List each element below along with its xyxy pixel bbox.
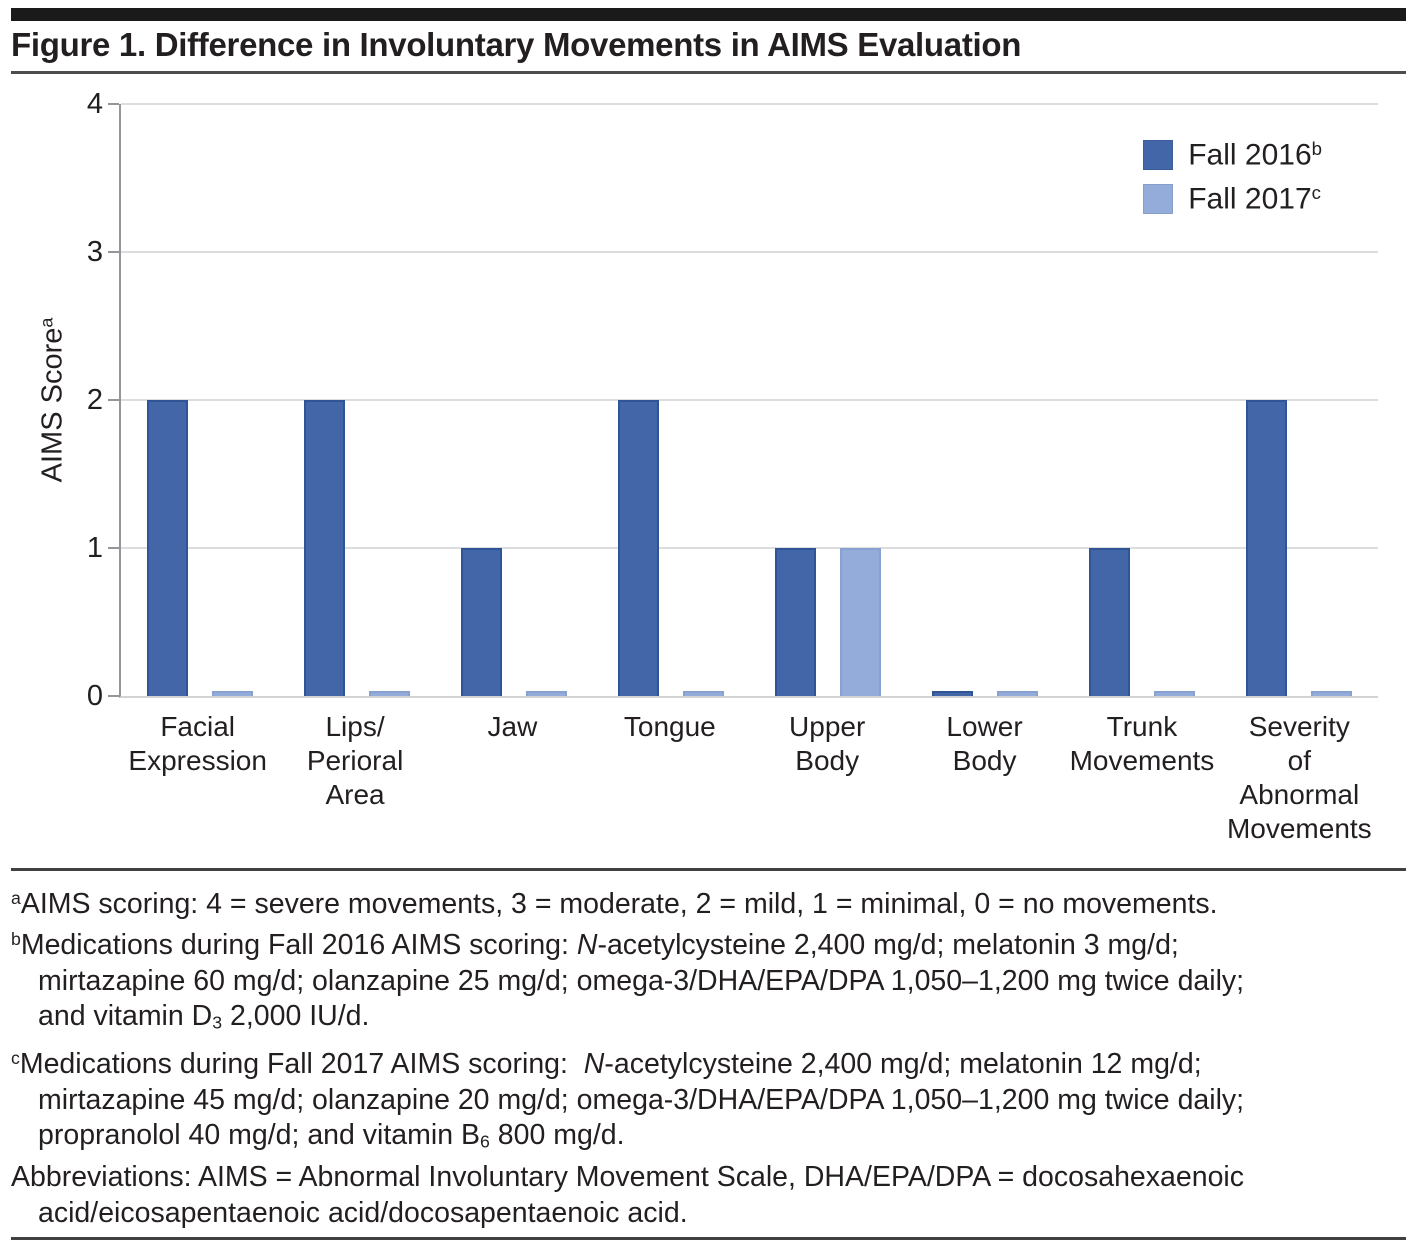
footnote-c-line-2 [11, 1083, 1406, 1119]
footnote-text: Medications during Fall 2017 AIMS scoring: [19, 1048, 584, 1081]
category-label-line: Expression [128, 745, 267, 776]
chart-area [11, 88, 1406, 846]
footnote-text: mirtazapine 60 mg/d; olanzapine 25 mg/d; omega-3/DHA/EPA/DPA 1,050–1,200 mg twice daily; [38, 964, 1245, 997]
bar-fall-2017-lower-body [997, 691, 1038, 696]
bar-fall-2017-facial-expression [212, 691, 253, 696]
y-axis-tick-label-4: 4 [86, 88, 103, 120]
footnote-c-line-3 [11, 1118, 1406, 1160]
bar-fall-2017-lips-perioral-area [369, 691, 410, 696]
category-label-line: Severity [1248, 711, 1350, 742]
figure-title: Figure 1. Difference in Involuntary Movements in AIMS Evaluation [11, 21, 1406, 74]
y-axis-tick-0 [108, 695, 119, 697]
legend-swatch-fall-2017 [1143, 184, 1173, 214]
bar-fall-2017-trunk-movements [1154, 691, 1195, 696]
footnote-text: and vitamin D [38, 1000, 213, 1033]
category-label-lower-body [906, 710, 1063, 846]
plot-area [86, 88, 1378, 712]
category-label-jaw [434, 710, 591, 846]
footnote-text: N [583, 1048, 605, 1081]
legend-label-sup-fall-2016: b [1311, 138, 1322, 159]
bar-fall-2016-trunk-movements [1089, 548, 1130, 696]
y-axis-tick-label-2: 2 [86, 384, 103, 416]
y-axis-title-sup: a [36, 317, 57, 328]
category-label-line: Facial [160, 711, 236, 742]
category-label-trunk-movements [1063, 710, 1220, 846]
bar-fall-2017-severity-of-abnormal-movements [1311, 691, 1352, 696]
category-label-upper-body [749, 710, 906, 846]
footnote-abbreviations-line-1 [11, 1160, 1406, 1196]
category-labels [119, 710, 1378, 846]
bar-fall-2016-facial-expression [147, 400, 188, 696]
footnote-text: N [576, 929, 598, 962]
footnote-c-line-1 [11, 1041, 1406, 1082]
footnote-text: Medications during Fall 2016 AIMS scoring: [20, 929, 577, 962]
category-label-line: Body [952, 745, 1017, 776]
y-axis-tick-label-3: 3 [86, 236, 103, 268]
footnote-text: acid/eicosapentaenoic acid/docosapentaenoic acid. [38, 1196, 688, 1229]
y-axis-tick-label-1: 1 [86, 532, 103, 564]
bar-group-jaw [435, 104, 592, 696]
legend-label-fall-2016: Fall 2016$^b$ [1188, 138, 1322, 172]
footnote-a-line-1 [11, 881, 1406, 922]
category-label-tongue [591, 710, 748, 846]
bar-group-lips-perioral-area [278, 104, 435, 696]
y-axis-tick-2 [108, 399, 119, 401]
footnote-b-line-3 [11, 999, 1406, 1041]
footnote-abbreviations-line-2 [11, 1196, 1406, 1232]
bar-fall-2016-upper-body [775, 548, 816, 696]
bar-group-facial-expression [121, 104, 278, 696]
legend [1143, 138, 1322, 227]
footnote-b-line-2 [11, 964, 1406, 1000]
category-label-line: of [1287, 745, 1311, 776]
footnote-marker-c: c [11, 1048, 20, 1069]
category-label-line: Movements [1069, 745, 1215, 776]
footnote-marker-a: a [11, 888, 21, 908]
category-label-line: Lower [946, 711, 1023, 742]
bar-fall-2017-jaw [526, 691, 567, 696]
category-label-lips-perioral-area [276, 710, 433, 846]
footnote-text: propranolol 40 mg/d; and vitamin B [38, 1119, 481, 1152]
footnote-text: 3 [212, 1012, 223, 1033]
footnote-text: AIMS scoring: 4 = severe movements, 3 = moderate, 2 = mild, 1 = minimal, 0 = no movements. [20, 887, 1218, 920]
category-label-line: Tongue [623, 711, 716, 742]
legend-item-fall-2017 [1143, 182, 1322, 216]
category-label-line: Body [795, 745, 860, 776]
bar-fall-2017-upper-body [840, 548, 881, 696]
bar-group-tongue [592, 104, 749, 696]
legend-swatch-fall-2016 [1143, 140, 1173, 170]
category-label-line: Abnormal [1239, 779, 1360, 810]
figure-panel [0, 8, 1417, 1228]
legend-label-sup-fall-2017: c [1311, 182, 1321, 204]
bar-fall-2016-lips-perioral-area [304, 400, 345, 696]
bar-fall-2016-jaw [461, 548, 502, 696]
bar-fall-2016-lower-body [932, 691, 973, 696]
footnote-text: 800 mg/d. [489, 1119, 625, 1152]
top-rule [11, 8, 1406, 21]
y-axis-tick-3 [108, 251, 119, 253]
category-label-line: Lips/ [325, 711, 385, 742]
category-label-severity-of-abnormal-movements [1221, 710, 1378, 846]
y-axis-tick-1 [108, 547, 119, 549]
footnote-text: 2,000 IU/d. [222, 1000, 370, 1033]
footnotes [11, 868, 1406, 1231]
footnote-text: 6 [480, 1131, 490, 1152]
bar-group-upper-body [750, 104, 907, 696]
footnote-text: Abbreviations: AIMS = Abnormal Involuntary Movement Scale, DHA/EPA/DPA = docosahexaenoic [11, 1161, 1245, 1194]
footnote-text: -acetylcysteine 2,400 mg/d; melatonin 3 mg/d; [597, 929, 1179, 962]
category-label-line: Movements [1226, 813, 1372, 844]
category-label-facial-expression [119, 710, 276, 846]
bar-fall-2016-tongue [618, 400, 659, 696]
y-axis-title-text: AIMS Score [36, 327, 69, 483]
category-label-line: Area [325, 779, 385, 810]
y-axis-tick-label-0: 0 [86, 680, 103, 712]
legend-label-fall-2017: Fall 2017$^c$ [1188, 182, 1321, 216]
footnote-text: mirtazapine 45 mg/d; olanzapine 20 mg/d; omega-3/DHA/EPA/DPA 1,050–1,200 mg twice daily; [38, 1083, 1245, 1116]
bar-group-lower-body [907, 104, 1064, 696]
footnote-text: -acetylcysteine 2,400 mg/d; melatonin 12 mg/d; [604, 1048, 1202, 1081]
category-label-line: Upper [789, 711, 866, 742]
footnote-marker-b: b [11, 929, 21, 950]
footnote-b-line-1 [11, 922, 1406, 963]
bar-fall-2016-severity-of-abnormal-movements [1246, 400, 1287, 696]
category-label-line: Perioral [306, 745, 404, 776]
y-axis-tick-4 [108, 103, 119, 105]
category-label-line: Trunk [1106, 711, 1178, 742]
legend-item-fall-2016 [1143, 138, 1322, 172]
category-label-line: Jaw [487, 711, 538, 742]
bar-fall-2017-tongue [683, 691, 724, 696]
